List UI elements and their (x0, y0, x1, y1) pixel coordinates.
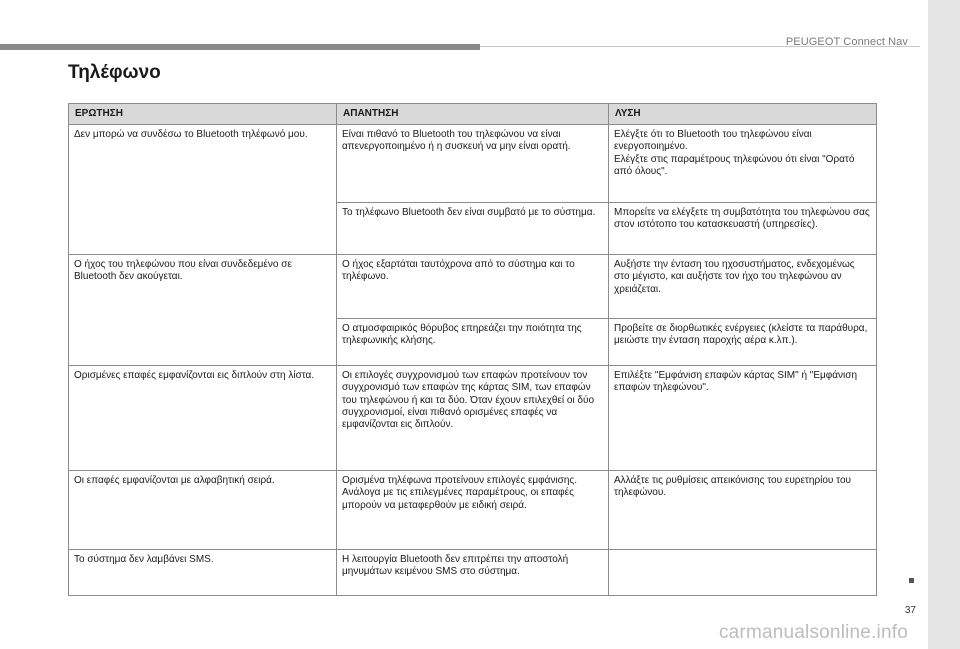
table-row (69, 550, 877, 596)
solution-cell: Αλλάξτε τις ρυθμίσεις απεικόνισης του ευρετηρίου του τηλεφώνου. (609, 471, 877, 550)
table-row (69, 366, 877, 471)
solution-cell: Ελέγξτε ότι το Bluetooth του τηλεφώνου είναι ενεργοποιημένο. Ελέγξτε στις παραμέτρους τηλεφώνου ότι είναι "Ορατό από όλους". (609, 125, 877, 203)
watermark: carmanualsonline.info (718, 622, 908, 643)
question-cell: Το σύστημα δεν λαμβάνει SMS. (69, 550, 337, 596)
solution-cell: Προβείτε σε διορθωτικές ενέργειες (κλείστε τα παράθυρα, μειώστε την ένταση παροχής αέρα κ.λπ.). (609, 319, 877, 366)
answer-cell: Το τηλέφωνο Bluetooth δεν είναι συμβατό με το σύστημα. (337, 203, 609, 255)
header-brand: PEUGEOT Connect Nav (785, 36, 908, 48)
solution-cell (609, 550, 877, 596)
header-rule (0, 44, 480, 50)
question-cell: Οι επαφές εμφανίζονται με αλφαβητική σειρά. (69, 471, 337, 550)
table-header-row (69, 104, 877, 125)
question-cell: Δεν μπορώ να συνδέσω το Bluetooth τηλέφωνό μου. (69, 125, 337, 255)
side-margin-strip (928, 0, 960, 649)
page-number: 37 (904, 605, 916, 616)
answer-cell: Ο ήχος εξαρτάται ταυτόχρονα από το σύστημα και το τηλέφωνο. (337, 255, 609, 319)
column-header-question: ΕΡΩΤΗΣΗ (69, 104, 337, 125)
table-row (69, 125, 877, 203)
answer-cell: Η λειτουργία Bluetooth δεν επιτρέπει την αποστολή μηνυμάτων κειμένου SMS στο σύστημα. (337, 550, 609, 596)
question-cell: Ο ήχος του τηλεφώνου που είναι συνδεδεμένο σε Bluetooth δεν ακούγεται. (69, 255, 337, 366)
answer-cell: Ορισμένα τηλέφωνα προτείνουν επιλογές εμφάνισης. Ανάλογα με τις επιλεγμένες παραμέτρους, οι επαφές μπορούν να μεταφερθούν με ειδική σειρά. (337, 471, 609, 550)
page-marker (909, 578, 914, 583)
solution-cell: Επιλέξτε "Εμφάνιση επαφών κάρτας SIM" ή "Εμφάνιση επαφών τηλεφώνου". (609, 366, 877, 471)
answer-cell: Ο ατμοσφαιρικός θόρυβος επηρεάζει την ποιότητα της τηλεφωνικής κλήσης. (337, 319, 609, 366)
page-title: Τηλέφωνο (68, 62, 161, 83)
column-header-answer: ΑΠΑΝΤΗΣΗ (337, 104, 609, 125)
solution-cell: Αυξήστε την ένταση του ηχοσυστήματος, ενδεχομένως στο μέγιστο, και αυξήστε τον ήχο του τηλεφώνου αν χρειάζεται. (609, 255, 877, 319)
question-cell: Ορισμένες επαφές εμφανίζονται εις διπλούν στη λίστα. (69, 366, 337, 471)
troubleshooting-table (68, 103, 877, 596)
table-row (69, 255, 877, 319)
table-row (69, 471, 877, 550)
solution-cell: Μπορείτε να ελέγξετε τη συμβατότητα του τηλεφώνου σας στον ιστότοπο του κατασκευαστή (υπηρεσίες). (609, 203, 877, 255)
column-header-solution: ΛΥΣΗ (609, 104, 877, 125)
answer-cell: Οι επιλογές συγχρονισμού των επαφών προτείνουν τον συγχρονισμό των επαφών της κάρτας SIM, των επαφών του τηλεφώνου ή και τα δύο. Όταν έχουν επιλεχθεί οι δύο συγχρονισμοί, είναι πιθανό ορισμένες επαφές να εμφανίζονται εις διπλούν. (337, 366, 609, 471)
answer-cell: Είναι πιθανό το Bluetooth του τηλεφώνου να είναι απενεργοποιημένο ή η συσκευή να μην είναι ορατή. (337, 125, 609, 203)
